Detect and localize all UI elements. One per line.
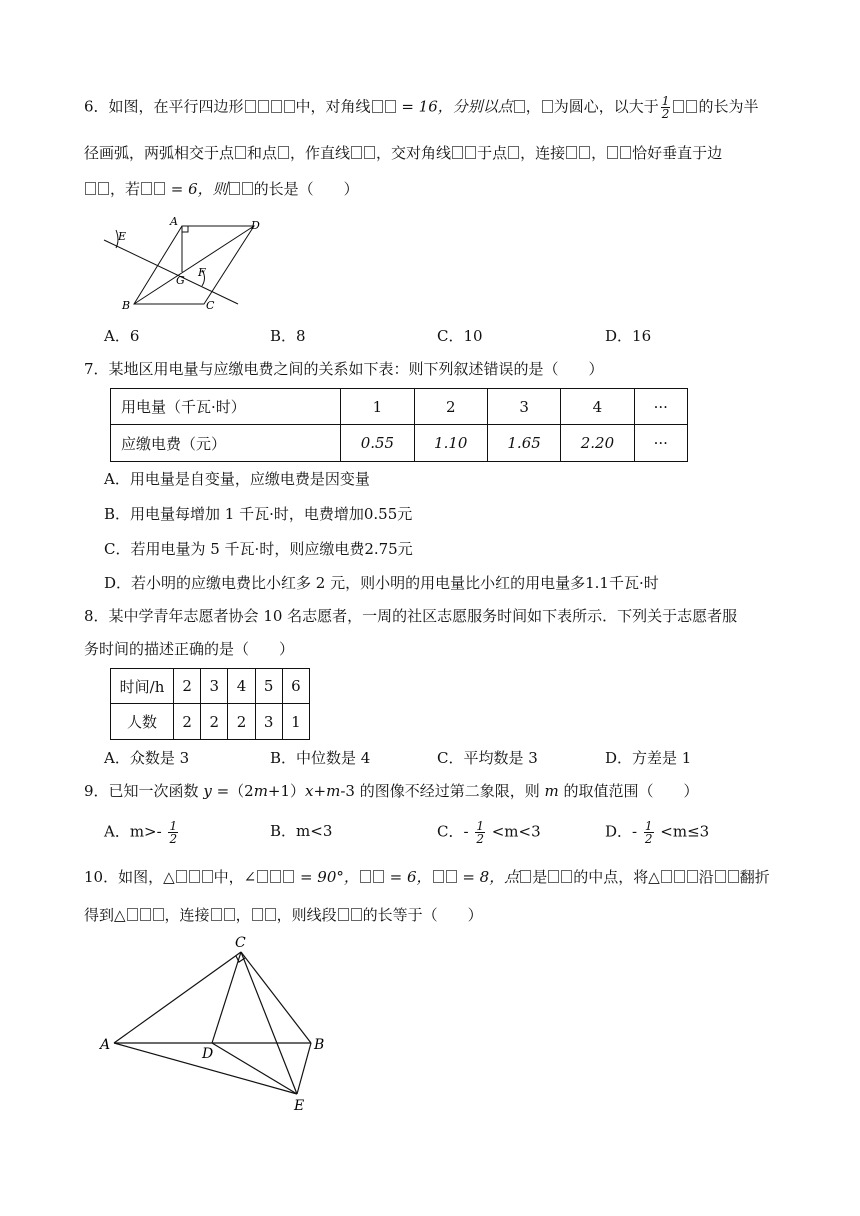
- q6-option-b[interactable]: B．8: [270, 327, 306, 345]
- label-G: G: [176, 274, 185, 287]
- q10-line2: 得到△ ，连接 ， ，则线段 的长等于（ ）: [84, 906, 483, 924]
- label-C: C: [235, 935, 246, 951]
- q9-option-c[interactable]: C．- $\frac{1}{2}$ <m<3: [437, 819, 541, 846]
- q7-option-b[interactable]: B．用电量每增加 1 千瓦·时，电费增加0.55元: [104, 505, 413, 523]
- q8-option-b[interactable]: B．中位数是 4: [270, 749, 371, 767]
- q9-option-d[interactable]: D．- $\frac{1}{2}$ <m≤3: [605, 819, 710, 846]
- q6-option-d[interactable]: D．16: [605, 327, 652, 345]
- q8-option-d[interactable]: D．方差是 1: [605, 749, 692, 767]
- q6-line1: 6．如图，在平行四边形 中，对角线 = 16，分别以点 ， 为圆心，以大于 $\frac{1}{2}$ 的长为半: [84, 94, 759, 121]
- fraction-half: $\frac{1}{2}$: [661, 94, 670, 121]
- q6-option-c[interactable]: C．10: [437, 327, 483, 345]
- q9-stem: 9．已知一次函数 y =（2m+1）x+m-3 的图像不经过第二象限，则 m 的取值范围（ ）: [84, 782, 699, 800]
- label-D: D: [251, 219, 260, 232]
- q9-option-b[interactable]: B．m<3: [270, 822, 333, 840]
- q7-stem: 7．某地区用电量与应缴电费之间的关系如下表：则下列叙述错误的是（ ）: [84, 360, 604, 378]
- q8-option-a[interactable]: A．众数是 3: [104, 749, 190, 767]
- label-F: F: [198, 266, 206, 279]
- q9-option-a[interactable]: A．m>- $\frac{1}{2}$: [104, 819, 178, 846]
- label-E: E: [118, 230, 127, 243]
- q6-text: 6．如图，在平行四边形: [84, 97, 244, 116]
- label-B: B: [122, 299, 131, 312]
- q7-table: 用电量（千瓦·时） 1 2 3 4 ··· 应缴电费（元） 0.55 1.10 1.65 2.20 ···: [110, 388, 688, 462]
- q7-option-a[interactable]: A．用电量是自变量，应缴电费是因变量: [104, 470, 370, 488]
- q8-stem-line2: 务时间的描述正确的是（ ）: [84, 640, 295, 658]
- q6-figure: [98, 212, 268, 316]
- q8-stem-line1: 8．某中学青年志愿者协会 10 名志愿者，一周的社区志愿服务时间如下表所示．下列关于志愿者服: [84, 607, 738, 625]
- label-A: A: [170, 215, 178, 228]
- label-D: D: [202, 1046, 214, 1062]
- q6-option-a[interactable]: A．6: [104, 327, 140, 345]
- q7-option-d[interactable]: D．若小明的应缴电费比小红多 2 元，则小明的用电量比小红的用电量多1.1千瓦·时: [104, 574, 659, 592]
- q8-option-c[interactable]: C．平均数是 3: [437, 749, 538, 767]
- q6-line2: 径画弧，两弧相交于点 和点 ，作直线 ，交对角线 于点 ，连接 ， 恰好垂直于边: [84, 144, 723, 162]
- q10-line1: 10．如图，△ 中，∠ = 90°， = 6， = 8，点 是 的中点，将△ 沿 翻折: [84, 868, 770, 886]
- label-B: B: [314, 1037, 325, 1053]
- q8-table: 时间/h 2 3 4 5 6 人数 2 2 2 3 1: [110, 668, 310, 740]
- label-C: C: [206, 299, 215, 312]
- label-A: A: [100, 1037, 111, 1053]
- q10-figure: [96, 930, 336, 1114]
- q6-line3: ，若 = 6，则 的长是（ ）: [84, 178, 359, 200]
- q7-option-c[interactable]: C．若用电量为 5 千瓦·时，则应缴电费2.75元: [104, 540, 413, 558]
- label-E: E: [294, 1098, 305, 1114]
